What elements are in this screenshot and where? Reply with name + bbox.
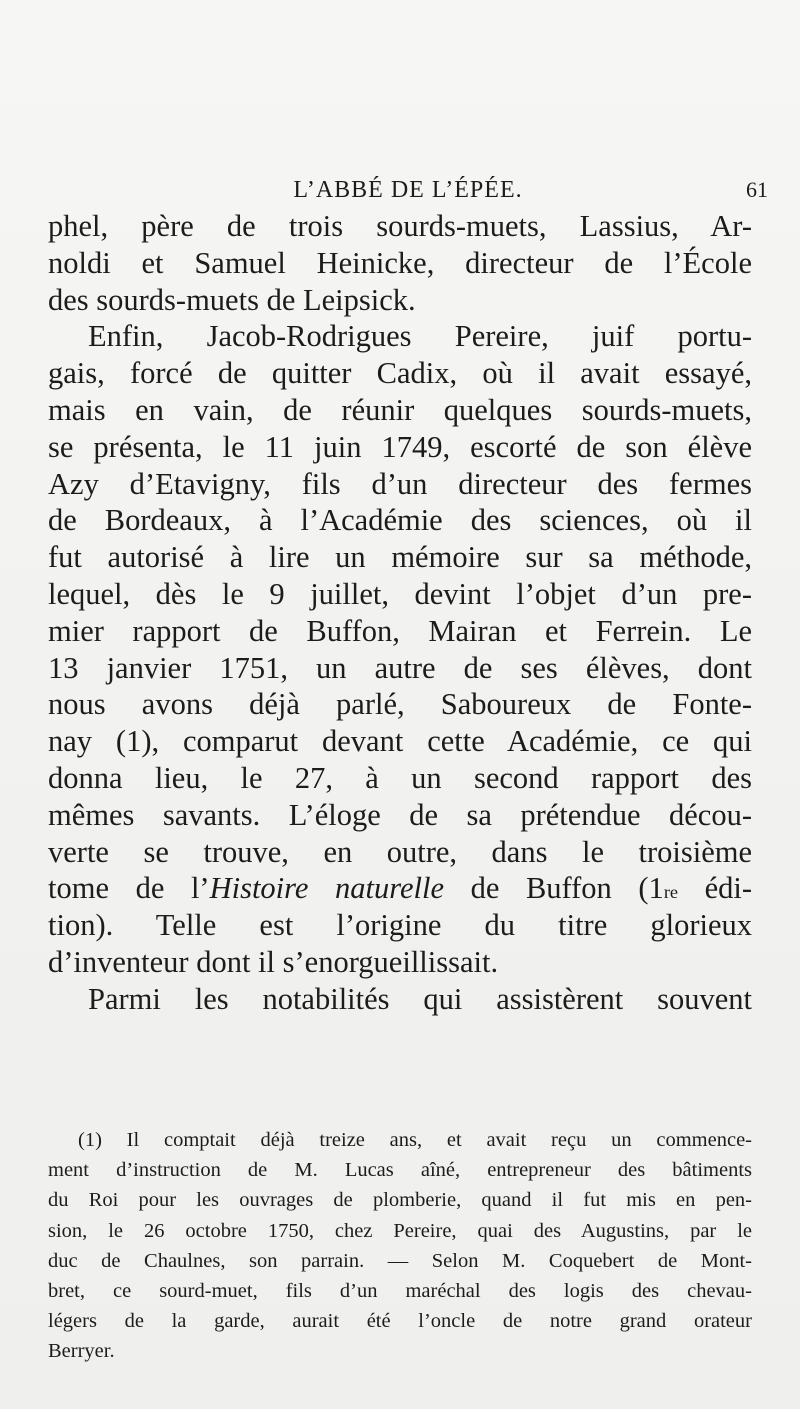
text-line: phel, père de trois sourds-muets, Lassius, Ar- [48, 209, 752, 243]
footnote-line: Berryer. [48, 1340, 115, 1363]
text-line: de Bordeaux, à l’Académie des sciences, où il [48, 503, 752, 538]
text-line: mais en vain, de réunir quelques sourds-muets, [48, 392, 752, 427]
footnote [48, 1125, 752, 1367]
text-line: nay (1), comparut devant cette Académie, ce qui [48, 724, 752, 759]
text-line-with-italic-title [48, 870, 752, 907]
superscript: re [663, 882, 679, 903]
text-segment: édi- [678, 871, 753, 906]
running-title: L’ABBÉ DE L’ÉPÉE. [293, 177, 523, 203]
text-line: noldi et Samuel Heinicke, directeur de l’École [48, 245, 752, 280]
text-line: fut autorisé à lire un mémoire sur sa méthode, [48, 540, 752, 575]
text-line: donna lieu, le 27, à un second rapport des [48, 760, 752, 795]
body-text [48, 208, 752, 1018]
footnote-line: légers de la garde, aurait été l’oncle de notre grand orateur [48, 1310, 752, 1333]
text-line: tion). Telle est l’origine du titre glorieux [48, 908, 752, 943]
text-line: mêmes savants. L’éloge de sa prétendue décou- [48, 797, 752, 832]
text-line: mier rapport de Buffon, Mairan et Ferrein. Le [48, 613, 752, 648]
footnote-line: (1) Il comptait déjà treize ans, et avait reçu un commence- [78, 1129, 752, 1151]
footnote-line: duc de Chaulnes, son parrain. — Selon M. Coquebert de Mont- [48, 1249, 752, 1272]
text-line: Parmi les notabilités qui assistèrent souvent [88, 981, 752, 1016]
footnote-line: sion, le 26 octobre 1750, chez Pereire, quai des Augustins, par le [48, 1219, 752, 1242]
text-line: Enfin, Jacob-Rodrigues Pereire, juif portu- [88, 319, 752, 354]
text-line: verte se trouve, en outre, dans le troisième [48, 834, 752, 869]
text-line: lequel, dès le 9 juillet, devint l’objet d’un pre- [48, 576, 752, 611]
text-line: se présenta, le 11 juin 1749, escorté de son élève [48, 429, 752, 464]
italic-book-title: Histoire naturelle [209, 871, 444, 906]
text-segment: de Buffon (1 [444, 871, 664, 906]
text-line: d’inventeur dont il s’enorgueillissait. [48, 944, 499, 979]
footnote-line: ment d’instruction de M. Lucas aîné, entrepreneur des bâtiments [48, 1159, 752, 1182]
text-line: nous avons déjà parlé, Saboureux de Fonte- [48, 687, 752, 722]
page-number: 61 [746, 177, 768, 202]
footnote-line: du Roi pour les ouvrages de plomberie, quand il fut mis en pen- [48, 1189, 752, 1212]
text-line: gais, forcé de quitter Cadix, où il avait essayé, [48, 356, 752, 391]
text-line: 13 janvier 1751, un autre de ses élèves, dont [48, 650, 752, 685]
text-line: Azy d’Etavigny, fils d’un directeur des fermes [48, 466, 752, 501]
footnote-line: bret, ce sourd-muet, fils d’un maréchal des logis des chevau- [48, 1279, 752, 1302]
running-header [48, 172, 768, 208]
text-segment: tome de l’ [48, 871, 210, 906]
text-line: des sourds-muets de Leipsick. [48, 282, 416, 317]
